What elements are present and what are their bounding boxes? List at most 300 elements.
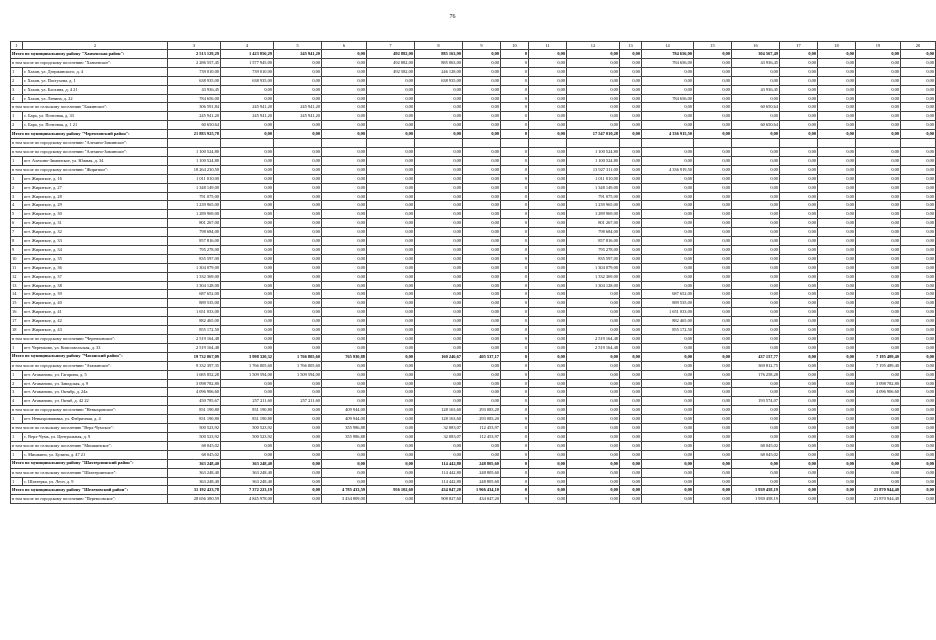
- value-cell: 4 845 978,00: [221, 495, 274, 504]
- address-label: пгт. Атаманово, ул. Октябр, д. 24a: [23, 388, 168, 397]
- value-cell: 0,00: [818, 397, 856, 406]
- value-cell: 0,00: [529, 67, 567, 76]
- address-label: пгт. Жириткое, д. 29: [23, 201, 168, 210]
- value-cell: 791 075,00: [567, 192, 620, 201]
- value-cell: 248 805,60: [463, 477, 501, 486]
- value-cell: 0,00: [856, 237, 901, 246]
- column-number: 3: [168, 42, 221, 50]
- value-cell: 0,00: [818, 388, 856, 397]
- value-cell: 0,00: [367, 468, 415, 477]
- column-number: 12: [567, 42, 620, 50]
- value-cell: 0: [501, 254, 529, 263]
- value-cell: 0,00: [322, 245, 367, 254]
- value-cell: 0,00: [732, 76, 780, 85]
- value-cell: 0,00: [567, 379, 620, 388]
- value-cell: 0,00: [818, 67, 856, 76]
- address-label: пгт. Жириткое, д. 37: [23, 272, 168, 281]
- value-cell: 0,00: [367, 183, 415, 192]
- value-cell: 0,00: [415, 219, 463, 228]
- value-cell: 0,00: [322, 192, 367, 201]
- value-cell: 0,00: [322, 165, 367, 174]
- value-cell: 0,00: [694, 130, 732, 139]
- value-cell: 0,00: [856, 281, 901, 290]
- value-cell: 0,00: [856, 370, 901, 379]
- settlement-label: в том числе по сельскому поселению "Мишкинское":: [11, 441, 168, 450]
- value-cell: 112 453,97: [463, 424, 501, 433]
- value-cell: 0,00: [732, 254, 780, 263]
- value-cell: 889 535,00: [168, 299, 221, 308]
- value-cell: 0,00: [529, 76, 567, 85]
- value-cell: 0,00: [274, 130, 322, 139]
- value-cell: 0,00: [642, 477, 694, 486]
- value-cell: 0,00: [463, 326, 501, 335]
- value-cell: 0,00: [694, 263, 732, 272]
- value-cell: 0,00: [694, 174, 732, 183]
- value-cell: 1 651 033,00: [642, 308, 694, 317]
- value-cell: 0: [501, 477, 529, 486]
- value-cell: 0,00: [780, 317, 818, 326]
- subtotal-row: [11, 424, 936, 433]
- value-cell: 0,00: [620, 245, 642, 254]
- value-cell: 0,00: [856, 254, 901, 263]
- address-label: пгт. Атаманово, ул. Октяб, д. 42 22: [23, 397, 168, 406]
- value-cell: 0,00: [221, 192, 274, 201]
- value-cell: 0,00: [529, 263, 567, 272]
- value-cell: 245 941,20: [168, 112, 221, 121]
- value-cell: 0,00: [274, 495, 322, 504]
- value-cell: 0: [501, 406, 529, 415]
- value-cell: 0,00: [694, 254, 732, 263]
- value-cell: 0,00: [620, 263, 642, 272]
- value-cell: 0,00: [694, 326, 732, 335]
- value-cell: 0,00: [322, 468, 367, 477]
- value-cell: 0,00: [567, 58, 620, 67]
- table-row: [11, 379, 936, 388]
- value-cell: 0,00: [322, 156, 367, 165]
- value-cell: 68 045,02: [168, 441, 221, 450]
- value-cell: 0: [501, 388, 529, 397]
- value-cell: 0,00: [221, 130, 274, 139]
- value-cell: 60 650,64: [732, 103, 780, 112]
- value-cell: 0: [501, 156, 529, 165]
- value-cell: 0,00: [415, 441, 463, 450]
- value-cell: 0,00: [856, 450, 901, 459]
- row-index: 1: [11, 477, 23, 486]
- value-cell: 0,00: [367, 290, 415, 299]
- value-cell: 0,00: [322, 263, 367, 272]
- value-cell: 0,00: [856, 147, 901, 156]
- value-cell: 0,00: [818, 219, 856, 228]
- value-cell: 1 651 033,00: [168, 308, 221, 317]
- value-cell: 355 986,88: [322, 424, 367, 433]
- value-cell: 193 574,07: [732, 397, 780, 406]
- value-cell: 0,00: [642, 468, 694, 477]
- settlement-label: в том числе по сельскому поселению "Бажинское":: [11, 103, 168, 112]
- table-row: [11, 317, 936, 326]
- value-cell: 0,00: [818, 183, 856, 192]
- value-cell: 0,00: [274, 281, 322, 290]
- value-cell: 0,00: [818, 237, 856, 246]
- value-cell: 0,00: [642, 192, 694, 201]
- value-cell: 0,00: [567, 459, 620, 468]
- value-cell: 0,00: [415, 379, 463, 388]
- column-number: 11: [529, 42, 567, 50]
- value-cell: 0,00: [567, 317, 620, 326]
- value-cell: 0,00: [567, 290, 620, 299]
- value-cell: 0,00: [694, 299, 732, 308]
- table-row: [11, 299, 936, 308]
- value-cell: 0,00: [642, 495, 694, 504]
- value-cell: 784 656,00: [642, 58, 694, 67]
- value-cell: 0,00: [274, 432, 322, 441]
- value-cell: [901, 139, 936, 148]
- value-cell: 21 870 944,40: [856, 495, 901, 504]
- value-cell: 0,00: [780, 326, 818, 335]
- value-cell: 0,00: [415, 361, 463, 370]
- value-cell: 0,00: [367, 201, 415, 210]
- column-number: 18: [818, 42, 856, 50]
- value-cell: 0,00: [642, 201, 694, 210]
- value-cell: 0,00: [567, 486, 620, 495]
- value-cell: 0: [501, 379, 529, 388]
- value-cell: 0,00: [322, 281, 367, 290]
- value-cell: 0,00: [322, 335, 367, 344]
- value-cell: 0,00: [415, 370, 463, 379]
- value-cell: 0,00: [529, 219, 567, 228]
- value-cell: 355 986,88: [322, 432, 367, 441]
- value-cell: 765 930,88: [322, 352, 367, 361]
- value-cell: 0,00: [529, 495, 567, 504]
- value-cell: 0,00: [642, 76, 694, 85]
- value-cell: 0,00: [818, 290, 856, 299]
- value-cell: 0,00: [221, 254, 274, 263]
- value-cell: 128 163,60: [415, 406, 463, 415]
- value-cell: 0,00: [529, 415, 567, 424]
- value-cell: 437 157,77: [732, 352, 780, 361]
- value-cell: 0,00: [780, 254, 818, 263]
- value-cell: 0,00: [415, 94, 463, 103]
- value-cell: 18 264 230,50: [168, 165, 221, 174]
- value-cell: 0,00: [367, 121, 415, 130]
- value-cell: 855 172,50: [642, 326, 694, 335]
- value-cell: 0,00: [901, 477, 936, 486]
- value-cell: 0,00: [367, 299, 415, 308]
- value-cell: 0,00: [818, 272, 856, 281]
- value-cell: 0,00: [322, 388, 367, 397]
- value-cell: 0,00: [529, 174, 567, 183]
- value-cell: 0,00: [780, 468, 818, 477]
- table-row: [11, 201, 936, 210]
- value-cell: 160 246,67: [415, 352, 463, 361]
- row-index: 1: [11, 370, 23, 379]
- value-cell: 0: [501, 263, 529, 272]
- value-cell: 0,00: [529, 50, 567, 59]
- value-cell: 0,00: [567, 85, 620, 94]
- value-cell: 1 289 969,00: [168, 210, 221, 219]
- value-cell: 687 652,00: [168, 290, 221, 299]
- value-cell: 0,00: [856, 290, 901, 299]
- value-cell: 4 096 906,60: [168, 388, 221, 397]
- value-cell: 0: [501, 459, 529, 468]
- value-cell: 0,00: [642, 147, 694, 156]
- address-label: г. Хахан, ул. Пастухова, д. 1: [23, 76, 168, 85]
- value-cell: 3 098 782,80: [168, 379, 221, 388]
- value-cell: 0,00: [780, 459, 818, 468]
- value-cell: 0,00: [620, 67, 642, 76]
- value-cell: 0,00: [780, 76, 818, 85]
- table-row: [11, 192, 936, 201]
- value-cell: [322, 139, 367, 148]
- value-cell: 0,00: [367, 335, 415, 344]
- value-cell: 245 941,20: [274, 103, 322, 112]
- value-cell: 0: [501, 432, 529, 441]
- value-cell: 248 805,60: [463, 468, 501, 477]
- value-cell: 0,00: [694, 450, 732, 459]
- value-cell: 0,00: [780, 352, 818, 361]
- value-cell: 0,00: [818, 486, 856, 495]
- value-cell: 0,00: [620, 450, 642, 459]
- value-cell: 0,00: [694, 477, 732, 486]
- value-cell: 0,00: [901, 76, 936, 85]
- value-cell: 0,00: [818, 459, 856, 468]
- value-cell: [501, 139, 529, 148]
- value-cell: 0,00: [818, 147, 856, 156]
- value-cell: 0,00: [620, 459, 642, 468]
- value-cell: 0,00: [732, 299, 780, 308]
- value-cell: 0: [501, 130, 529, 139]
- value-cell: 0,00: [322, 379, 367, 388]
- value-cell: 0,00: [694, 201, 732, 210]
- value-cell: 0: [501, 335, 529, 344]
- value-cell: [463, 139, 501, 148]
- value-cell: 0,00: [620, 326, 642, 335]
- value-cell: 0,00: [620, 290, 642, 299]
- value-cell: 0,00: [274, 388, 322, 397]
- value-cell: 1 348 149,00: [567, 183, 620, 192]
- column-number: 4: [221, 42, 274, 50]
- value-cell: 0,00: [322, 174, 367, 183]
- value-cell: 0,00: [901, 424, 936, 433]
- value-cell: 0,00: [732, 477, 780, 486]
- value-cell: 0,00: [620, 335, 642, 344]
- address-label: пгт. Жириткое, д. 36: [23, 263, 168, 272]
- value-cell: 0,00: [567, 352, 620, 361]
- value-cell: 0,00: [322, 290, 367, 299]
- total-row: [11, 352, 936, 361]
- subtotal-row: [11, 139, 936, 148]
- value-cell: 3 098 782,80: [856, 379, 901, 388]
- value-cell: 0,00: [463, 254, 501, 263]
- value-cell: 801 267,00: [168, 219, 221, 228]
- value-cell: 0,00: [732, 308, 780, 317]
- value-cell: 0,00: [274, 406, 322, 415]
- value-cell: 60 650,64: [168, 121, 221, 130]
- district-total-label: Итого по муниципальному району "Шахтерлинский район":: [11, 459, 168, 468]
- value-cell: 0,00: [367, 361, 415, 370]
- value-cell: 0,00: [529, 432, 567, 441]
- value-cell: 0,00: [856, 406, 901, 415]
- value-cell: 0,00: [818, 370, 856, 379]
- value-cell: 0,00: [642, 254, 694, 263]
- value-cell: 0,00: [415, 237, 463, 246]
- column-number: 8: [415, 42, 463, 50]
- value-cell: 0,00: [221, 219, 274, 228]
- value-cell: [642, 139, 694, 148]
- value-cell: 0,00: [567, 299, 620, 308]
- table-row: [11, 477, 936, 486]
- value-cell: 0,00: [780, 85, 818, 94]
- address-label: пгт. Алехино-Зиминское, ул. Южная, д. 34: [23, 156, 168, 165]
- value-cell: 3 434 809,00: [322, 495, 367, 504]
- row-index: 16: [11, 308, 23, 317]
- value-cell: 0,00: [221, 147, 274, 156]
- value-cell: 0: [501, 94, 529, 103]
- row-index: 14: [11, 290, 23, 299]
- value-cell: 0,00: [620, 103, 642, 112]
- value-cell: 0,00: [901, 299, 936, 308]
- value-cell: 0,00: [856, 210, 901, 219]
- row-index: 15: [11, 299, 23, 308]
- value-cell: 0,00: [463, 76, 501, 85]
- value-cell: 0,00: [856, 299, 901, 308]
- row-index: 1: [11, 174, 23, 183]
- value-cell: 0,00: [856, 397, 901, 406]
- value-cell: 0,00: [529, 352, 567, 361]
- address-label: с. Шахтерка, ул. Лесн, д. 9: [23, 477, 168, 486]
- address-label: пгт. Атаманово, ул. Гагарина, д. 5: [23, 370, 168, 379]
- table-row: [11, 245, 936, 254]
- value-cell: 0,00: [732, 228, 780, 237]
- value-cell: 245 941,20: [221, 103, 274, 112]
- value-cell: 0,00: [620, 379, 642, 388]
- address-label: пгт. Жириткое, д. 43: [23, 326, 168, 335]
- value-cell: 248 805,60: [463, 459, 501, 468]
- value-cell: 0,00: [694, 495, 732, 504]
- value-cell: 32 083,07: [415, 432, 463, 441]
- district-total-label: Итого по муниципальному району "Шелеховский район":: [11, 486, 168, 495]
- value-cell: 0: [501, 174, 529, 183]
- value-cell: 0,00: [694, 147, 732, 156]
- value-cell: 0,00: [642, 103, 694, 112]
- value-cell: 0,00: [856, 174, 901, 183]
- value-cell: 0,00: [415, 254, 463, 263]
- value-cell: 0,00: [780, 210, 818, 219]
- address-label: пгт. Жириткое, д. 42: [23, 317, 168, 326]
- value-cell: 1 304 079,00: [567, 263, 620, 272]
- value-cell: 0,00: [642, 112, 694, 121]
- value-cell: 0,00: [463, 112, 501, 121]
- value-cell: 0,00: [694, 272, 732, 281]
- value-cell: 0,00: [856, 201, 901, 210]
- value-cell: 0,00: [732, 183, 780, 192]
- settlement-label: в том числе по городскому поселению "Алехино-Зиминское":: [11, 147, 168, 156]
- value-cell: 0,00: [620, 76, 642, 85]
- value-cell: [780, 139, 818, 148]
- settlement-label: в том числе по сельскому поселению "Шахтерлинское":: [11, 468, 168, 477]
- value-cell: 7 372 223,19: [221, 486, 274, 495]
- value-cell: 0,00: [642, 406, 694, 415]
- value-cell: 908 827,60: [415, 495, 463, 504]
- value-cell: 0,00: [694, 441, 732, 450]
- value-cell: 0,00: [529, 121, 567, 130]
- value-cell: 0,00: [529, 112, 567, 121]
- value-cell: 0,00: [856, 308, 901, 317]
- value-cell: 0,00: [856, 326, 901, 335]
- value-cell: 0,00: [529, 406, 567, 415]
- row-index: 18: [11, 326, 23, 335]
- row-index: 2: [11, 379, 23, 388]
- value-cell: 784 656,00: [642, 50, 694, 59]
- value-cell: 0,00: [780, 343, 818, 352]
- address-label: пгт. Жириткое, д. 38: [23, 281, 168, 290]
- value-cell: 0,00: [732, 112, 780, 121]
- value-cell: 0,00: [274, 415, 322, 424]
- value-cell: 28 656 380,59: [168, 495, 221, 504]
- value-cell: 43 936,45: [732, 85, 780, 94]
- value-cell: 0,00: [732, 272, 780, 281]
- value-cell: 0,00: [901, 201, 936, 210]
- value-cell: 0,00: [529, 441, 567, 450]
- subtotal-row: [11, 147, 936, 156]
- value-cell: 0,00: [901, 50, 936, 59]
- value-cell: 0,00: [818, 245, 856, 254]
- value-cell: 0,00: [901, 486, 936, 495]
- value-cell: 0,00: [274, 94, 322, 103]
- value-cell: 0: [501, 192, 529, 201]
- value-cell: 0,00: [642, 424, 694, 433]
- value-cell: 0,00: [367, 352, 415, 361]
- value-cell: 0,00: [322, 228, 367, 237]
- value-cell: 0,00: [901, 343, 936, 352]
- value-cell: 835 597,00: [567, 254, 620, 263]
- value-cell: 0,00: [367, 192, 415, 201]
- value-cell: 0: [501, 272, 529, 281]
- value-cell: 0,00: [856, 317, 901, 326]
- value-cell: 3 998 320,32: [221, 352, 274, 361]
- value-cell: 0,00: [818, 317, 856, 326]
- column-number: 17: [780, 42, 818, 50]
- value-cell: 0,00: [620, 361, 642, 370]
- value-cell: 0,00: [274, 459, 322, 468]
- value-cell: 0,00: [856, 76, 901, 85]
- value-cell: 0,00: [780, 415, 818, 424]
- table-row: [11, 281, 936, 290]
- value-cell: 450 785,67: [168, 397, 221, 406]
- value-cell: 0,00: [463, 58, 501, 67]
- settlement-label: в том числе по сельскому поселению "Верх-Чумское":: [11, 424, 168, 433]
- address-label: с. Бара, ул. Почтовая, д. 33: [23, 112, 168, 121]
- value-cell: 0,00: [463, 103, 501, 112]
- value-cell: 0,00: [732, 174, 780, 183]
- value-cell: 7 195 489,40: [856, 352, 901, 361]
- row-index: 3: [11, 388, 23, 397]
- value-cell: 0,00: [818, 468, 856, 477]
- value-cell: 0,00: [901, 290, 936, 299]
- value-cell: 801 267,00: [567, 219, 620, 228]
- value-cell: 0: [501, 308, 529, 317]
- value-cell: 0,00: [463, 210, 501, 219]
- value-cell: 409 944,00: [322, 415, 367, 424]
- value-cell: 795 278,00: [567, 245, 620, 254]
- value-cell: 0,00: [732, 317, 780, 326]
- value-cell: 7 195 489,40: [856, 361, 901, 370]
- value-cell: 0,00: [367, 147, 415, 156]
- value-cell: 0,00: [529, 397, 567, 406]
- table-row: [11, 210, 936, 219]
- value-cell: 0,00: [732, 379, 780, 388]
- value-cell: 0,00: [322, 183, 367, 192]
- value-cell: 0,00: [694, 237, 732, 246]
